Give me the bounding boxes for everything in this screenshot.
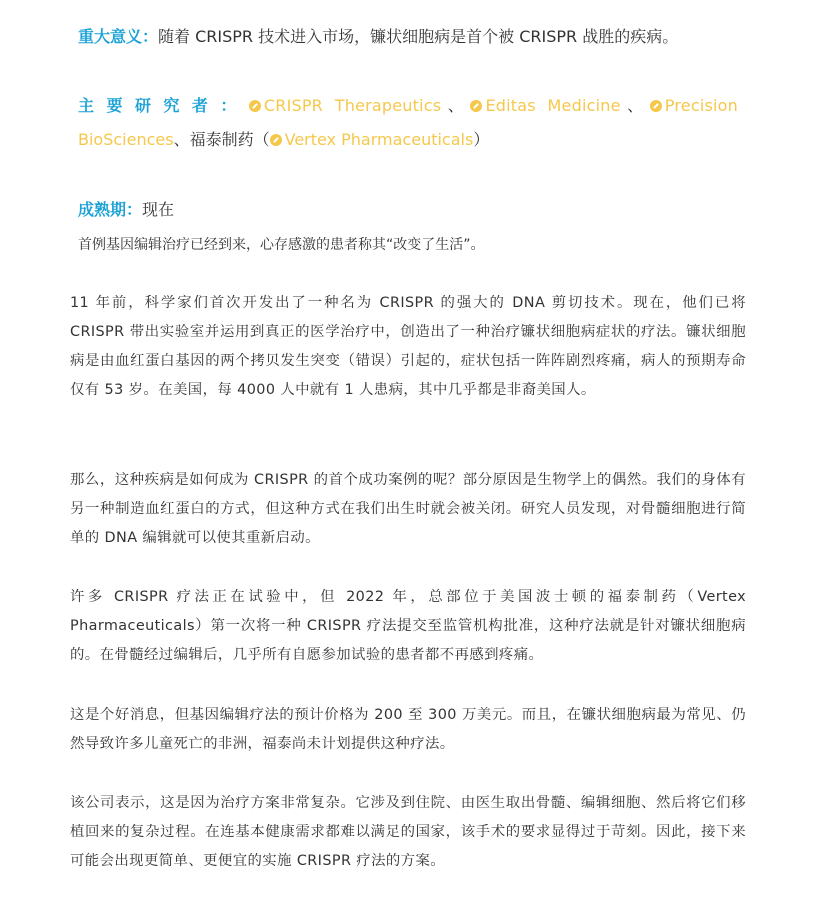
separator: 、 (620, 96, 650, 115)
researchers-block (78, 89, 738, 157)
separator: 、 (441, 96, 471, 115)
researcher-link-crispr-therapeutics[interactable]: CRISPR Therapeutics (249, 96, 441, 115)
link-icon (270, 134, 282, 146)
link-icon (470, 100, 482, 112)
researchers-label: 主要研究者： (78, 96, 249, 115)
paragraph-3: 许多 CRISPR 疗法正在试验中，但 2022 年，总部位于美国波士顿的福泰制药（Vertex Pharmaceuticals）第一次将一种 CRISPR 疗法提交至监管机构批准，这种疗法就是针对镰状细胞病的。在骨髓经过编辑后，几乎所有自愿参加试验的患者都不再感到疼痛。 (70, 589, 746, 663)
researcher-link-precision-biosciences-part1[interactable]: Precision (650, 96, 738, 115)
paragraph-4: 这是个好消息，但基因编辑疗法的预计价格为 200 至 300 万美元。而且，在镰状细胞病最为常见、仍然导致许多儿童死亡的非洲，福泰尚未计划提供这种疗法。 (70, 707, 746, 752)
maturity-text: 现在 (142, 200, 175, 219)
separator: 、 (173, 130, 190, 149)
researcher-link-precision-biosciences-part2[interactable]: BioSciences (78, 130, 174, 149)
paragraph-1: 11 年前，科学家们首次开发出了一种名为 CRISPR 的强大的 DNA 剪切技术。现在，他们已将 CRISPR 带出实验室并运用到真正的医学治疗中，创造出了一种治疗镰状细胞病症状的疗法。镰状细胞病是由血红蛋白基因的两个拷贝发生突变（错误）引起的，症状包括一阵阵剧烈疼痛，病人的预期寿命仅有 53 岁。在美国，每 4000 人中就有 1 人患病，其中几乎都是非裔美国人。 (70, 295, 746, 398)
researchers-line-2 (78, 123, 738, 157)
significance-label: 重大意义： (78, 27, 159, 46)
paren-open: （ (253, 130, 270, 149)
researcher-plain-fortai: 福泰制药 (189, 130, 254, 149)
researcher-link-editas-medicine[interactable]: Editas Medicine (470, 96, 620, 115)
paren-close: ） (473, 130, 490, 149)
link-icon (249, 100, 261, 112)
paragraph-5: 该公司表示，这是因为治疗方案非常复杂。它涉及到住院、由医生取出骨髓、编辑细胞、然后将它们移植回来的复杂过程。在连基本健康需求都难以满足的国家，该手术的要求显得过于苛刻。因此，接下来可能会出现更简单、更便宜的实施 CRISPR 疗法的方案。 (70, 795, 746, 869)
researcher-link-vertex-pharmaceuticals[interactable]: Vertex Pharmaceuticals (270, 130, 474, 149)
significance-line (78, 20, 738, 54)
lead-sentence: 首例基因编辑治疗已经到来，心存感激的患者称其“改变了生活”。 (78, 237, 485, 253)
paragraph-2: 那么，这种疾病是如何成为 CRISPR 的首个成功案例的呢？部分原因是生物学上的偶然。我们的身体有另一种制造血红蛋白的方式，但这种方式在我们出生时就会被关闭。研究人员发现，对骨髓细胞进行简单的 DNA 编辑就可以使其重新启动。 (70, 472, 746, 546)
maturity-line (78, 193, 738, 227)
researchers-line-1 (78, 89, 738, 123)
maturity-label: 成熟期： (78, 200, 143, 219)
link-icon (650, 100, 662, 112)
significance-text: 随着 CRISPR 技术进入市场，镰状细胞病是首个被 CRISPR 战胜的疾病。 (158, 27, 679, 46)
